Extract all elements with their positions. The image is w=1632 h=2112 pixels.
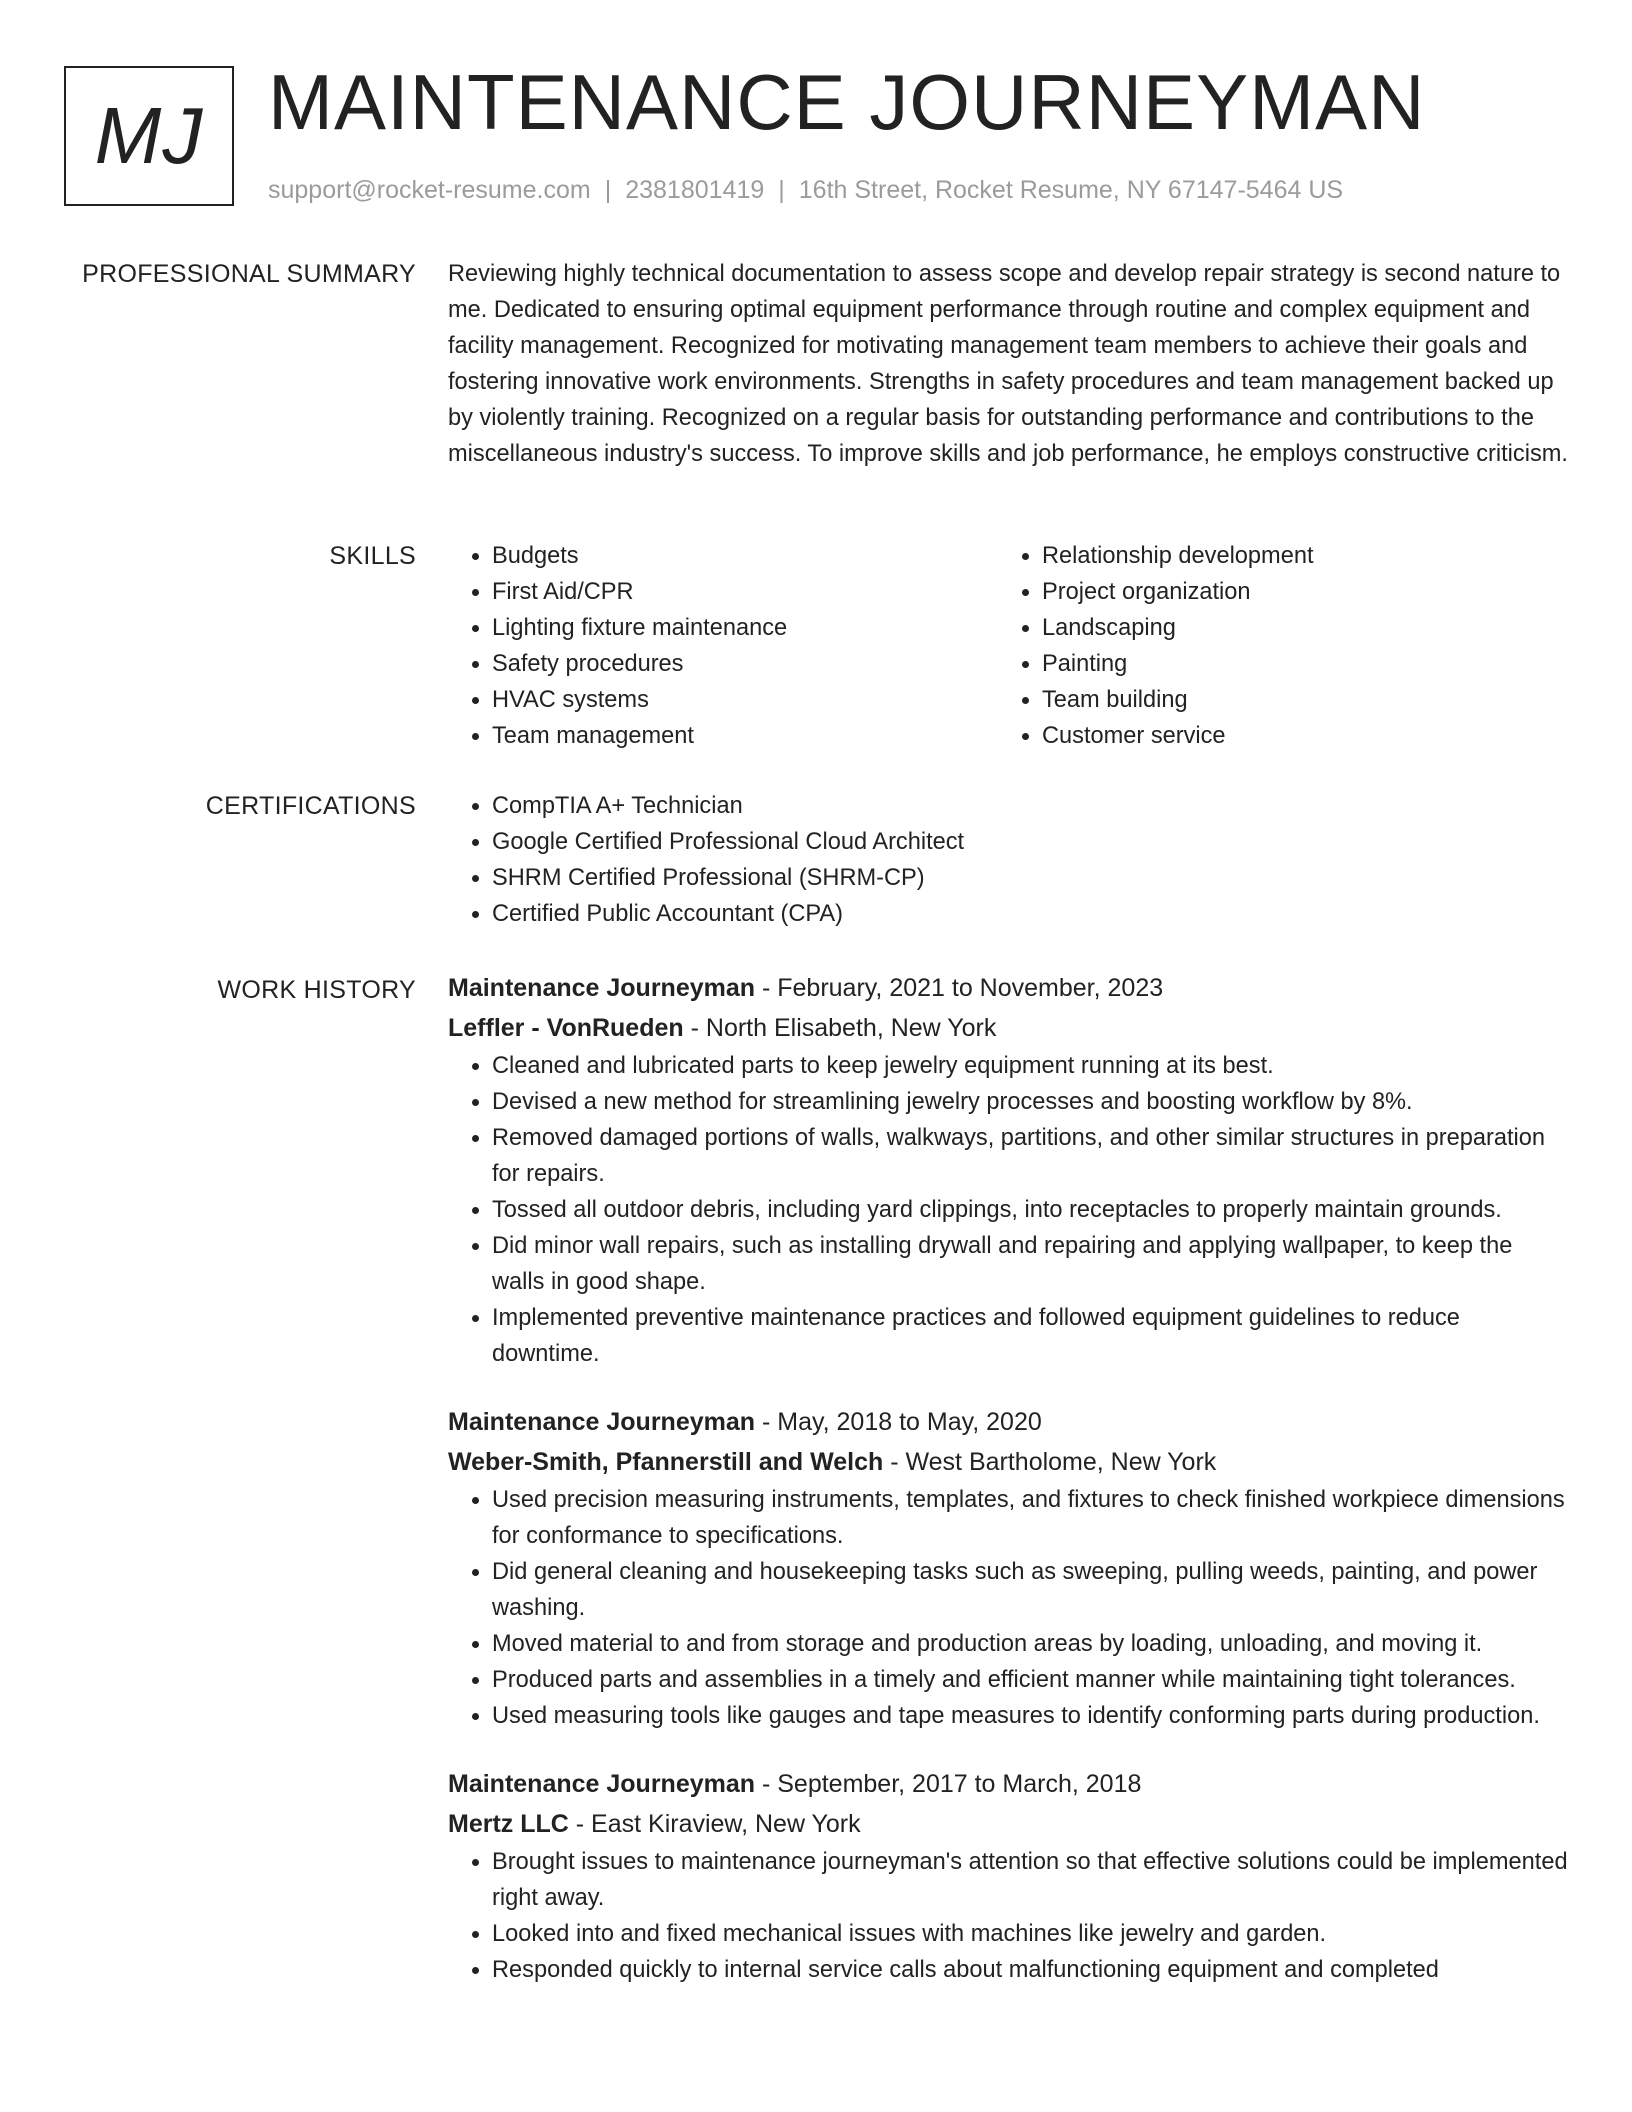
job-dates: May, 2018 to May, 2020 [777,1408,1042,1436]
monogram-logo: MJ [64,66,234,206]
skill-item: • Customer service [1042,718,1548,754]
job-dates: September, 2017 to March, 2018 [777,1770,1142,1798]
work-history-body [448,968,1568,2018]
skills-column-right [998,538,1548,754]
certifications-list [448,788,1568,932]
contact-phone: 2381801419 [625,176,765,204]
skills-body [448,538,1568,754]
job-bullet: • Tossed all outdoor debris, including yard clippings, into receptacles to properly maintain grounds. [492,1192,1568,1228]
job-company-line [448,1804,1568,1844]
job-entry [448,1764,1568,1988]
dash: - [755,1408,778,1436]
skill-item: • Team management [492,718,998,754]
job-bullet: • Did minor wall repairs, such as installing drywall and repairing and applying wallpaper, to keep the walls in good shape. [492,1228,1568,1300]
dash: - [683,1014,706,1042]
certifications-heading: CERTIFICATIONS [205,792,416,820]
job-location: West Bartholome, New York [905,1448,1217,1476]
certifications-body [448,788,1568,932]
job-title-line [448,968,1568,1008]
job-bullet: • Removed damaged portions of walls, walkways, partitions, and other similar structures in preparation for repairs. [492,1120,1568,1192]
skill-item: • Safety procedures [492,646,998,682]
contact-email: support@rocket-resume.com [268,176,591,204]
job-bullet: • Did general cleaning and housekeeping tasks such as sweeping, pulling weeds, painting, and power washing. [492,1554,1568,1626]
work-history-heading: WORK HISTORY [217,976,416,1004]
certification-item: • Certified Public Accountant (CPA) [492,896,1568,932]
job-title-line [448,1402,1568,1442]
job-title: Maintenance Journeyman [448,1770,756,1798]
dash: - [568,1810,592,1838]
job-bullet: • Looked into and fixed mechanical issues with machines like jewelry and garden. [492,1916,1568,1952]
skills-list-left [448,538,998,754]
job-bullet: • Used measuring tools like gauges and tape measures to identify conforming parts during production. [492,1698,1568,1734]
certification-item: • Google Certified Professional Cloud Architect [492,824,1568,860]
skill-item: • Relationship development [1042,538,1548,574]
skills-list-right [998,538,1548,754]
dash: - [755,974,778,1002]
job-bullet: • Cleaned and lubricated parts to keep jewelry equipment running at its best. [492,1048,1568,1084]
dash: - [755,1770,778,1798]
job-bullet: • Brought issues to maintenance journeyman's attention so that effective solutions could be implemented right away. [492,1844,1568,1916]
job-bullet: • Moved material to and from storage and production areas by loading, unloading, and moving it. [492,1626,1568,1662]
contact-address: 16th Street, Rocket Resume, NY 67147-5464 US [798,176,1344,204]
skill-item: • Landscaping [1042,610,1548,646]
job-company: Mertz LLC [448,1810,569,1838]
job-bullet: • Implemented preventive maintenance practices and followed equipment guidelines to reduce downtime. [492,1300,1568,1372]
contact-separator: | [604,176,612,204]
contact-line [268,174,1343,206]
skills-heading: SKILLS [329,542,416,570]
resume-name: MAINTENANCE JOURNEYMAN [268,58,1426,146]
summary-body [448,256,1568,472]
job-bullets [448,1844,1568,1988]
skill-item: • First Aid/CPR [492,574,998,610]
skill-item: • Team building [1042,682,1548,718]
job-title-line [448,1764,1568,1804]
certification-item: • CompTIA A+ Technician [492,788,1568,824]
skill-item: • Painting [1042,646,1548,682]
job-bullet: • Responded quickly to internal service calls about malfunctioning equipment and completed [492,1952,1568,1988]
skills-grid [448,538,1568,754]
job-title: Maintenance Journeyman [448,974,756,1002]
job-bullet: • Devised a new method for streamlining jewelry processes and boosting workflow by 8%. [492,1084,1568,1120]
job-company: Leffler - VonRueden [448,1014,684,1042]
job-bullet: • Used precision measuring instruments, templates, and fixtures to check finished workpiece dimensions for conformance to specifications. [492,1482,1568,1554]
skill-item: • Lighting fixture maintenance [492,610,998,646]
job-title: Maintenance Journeyman [448,1408,756,1436]
job-location: North Elisabeth, New York [705,1014,997,1042]
job-bullets [448,1482,1568,1734]
job-location: East Kiraview, New York [591,1810,861,1838]
skill-item: • Project organization [1042,574,1548,610]
contact-separator: | [778,176,785,204]
job-bullet: • Produced parts and assemblies in a timely and efficient manner while maintaining tight tolerances. [492,1662,1568,1698]
summary-text: Reviewing highly technical documentation to assess scope and develop repair strategy is second nature to me. Dedicated to ensuring optimal equipment performance through routine and complex equipment and facility management. Recognized for motivating management team members to achieve their goals and fostering innovative work environments. Strengths in safety procedures and team management backed up by violently training. Recognized on a regular basis for outstanding performance and contributions to the miscellaneous industry's success. To improve skills and job performance, he employs constructive criticism. [448,261,1568,467]
job-company-line [448,1008,1568,1048]
job-entry [448,968,1568,1372]
job-bullets [448,1048,1568,1372]
job-company: Weber-Smith, Pfannerstill and Welch [448,1448,884,1476]
skills-column-left [448,538,998,754]
job-company-line [448,1442,1568,1482]
skill-item: • HVAC systems [492,682,998,718]
dash: - [883,1448,906,1476]
certification-item: • SHRM Certified Professional (SHRM-CP) [492,860,1568,896]
skill-item: • Budgets [492,538,998,574]
job-entry [448,1402,1568,1734]
summary-heading: PROFESSIONAL SUMMARY [82,260,416,288]
job-dates: February, 2021 to November, 2023 [777,974,1164,1002]
